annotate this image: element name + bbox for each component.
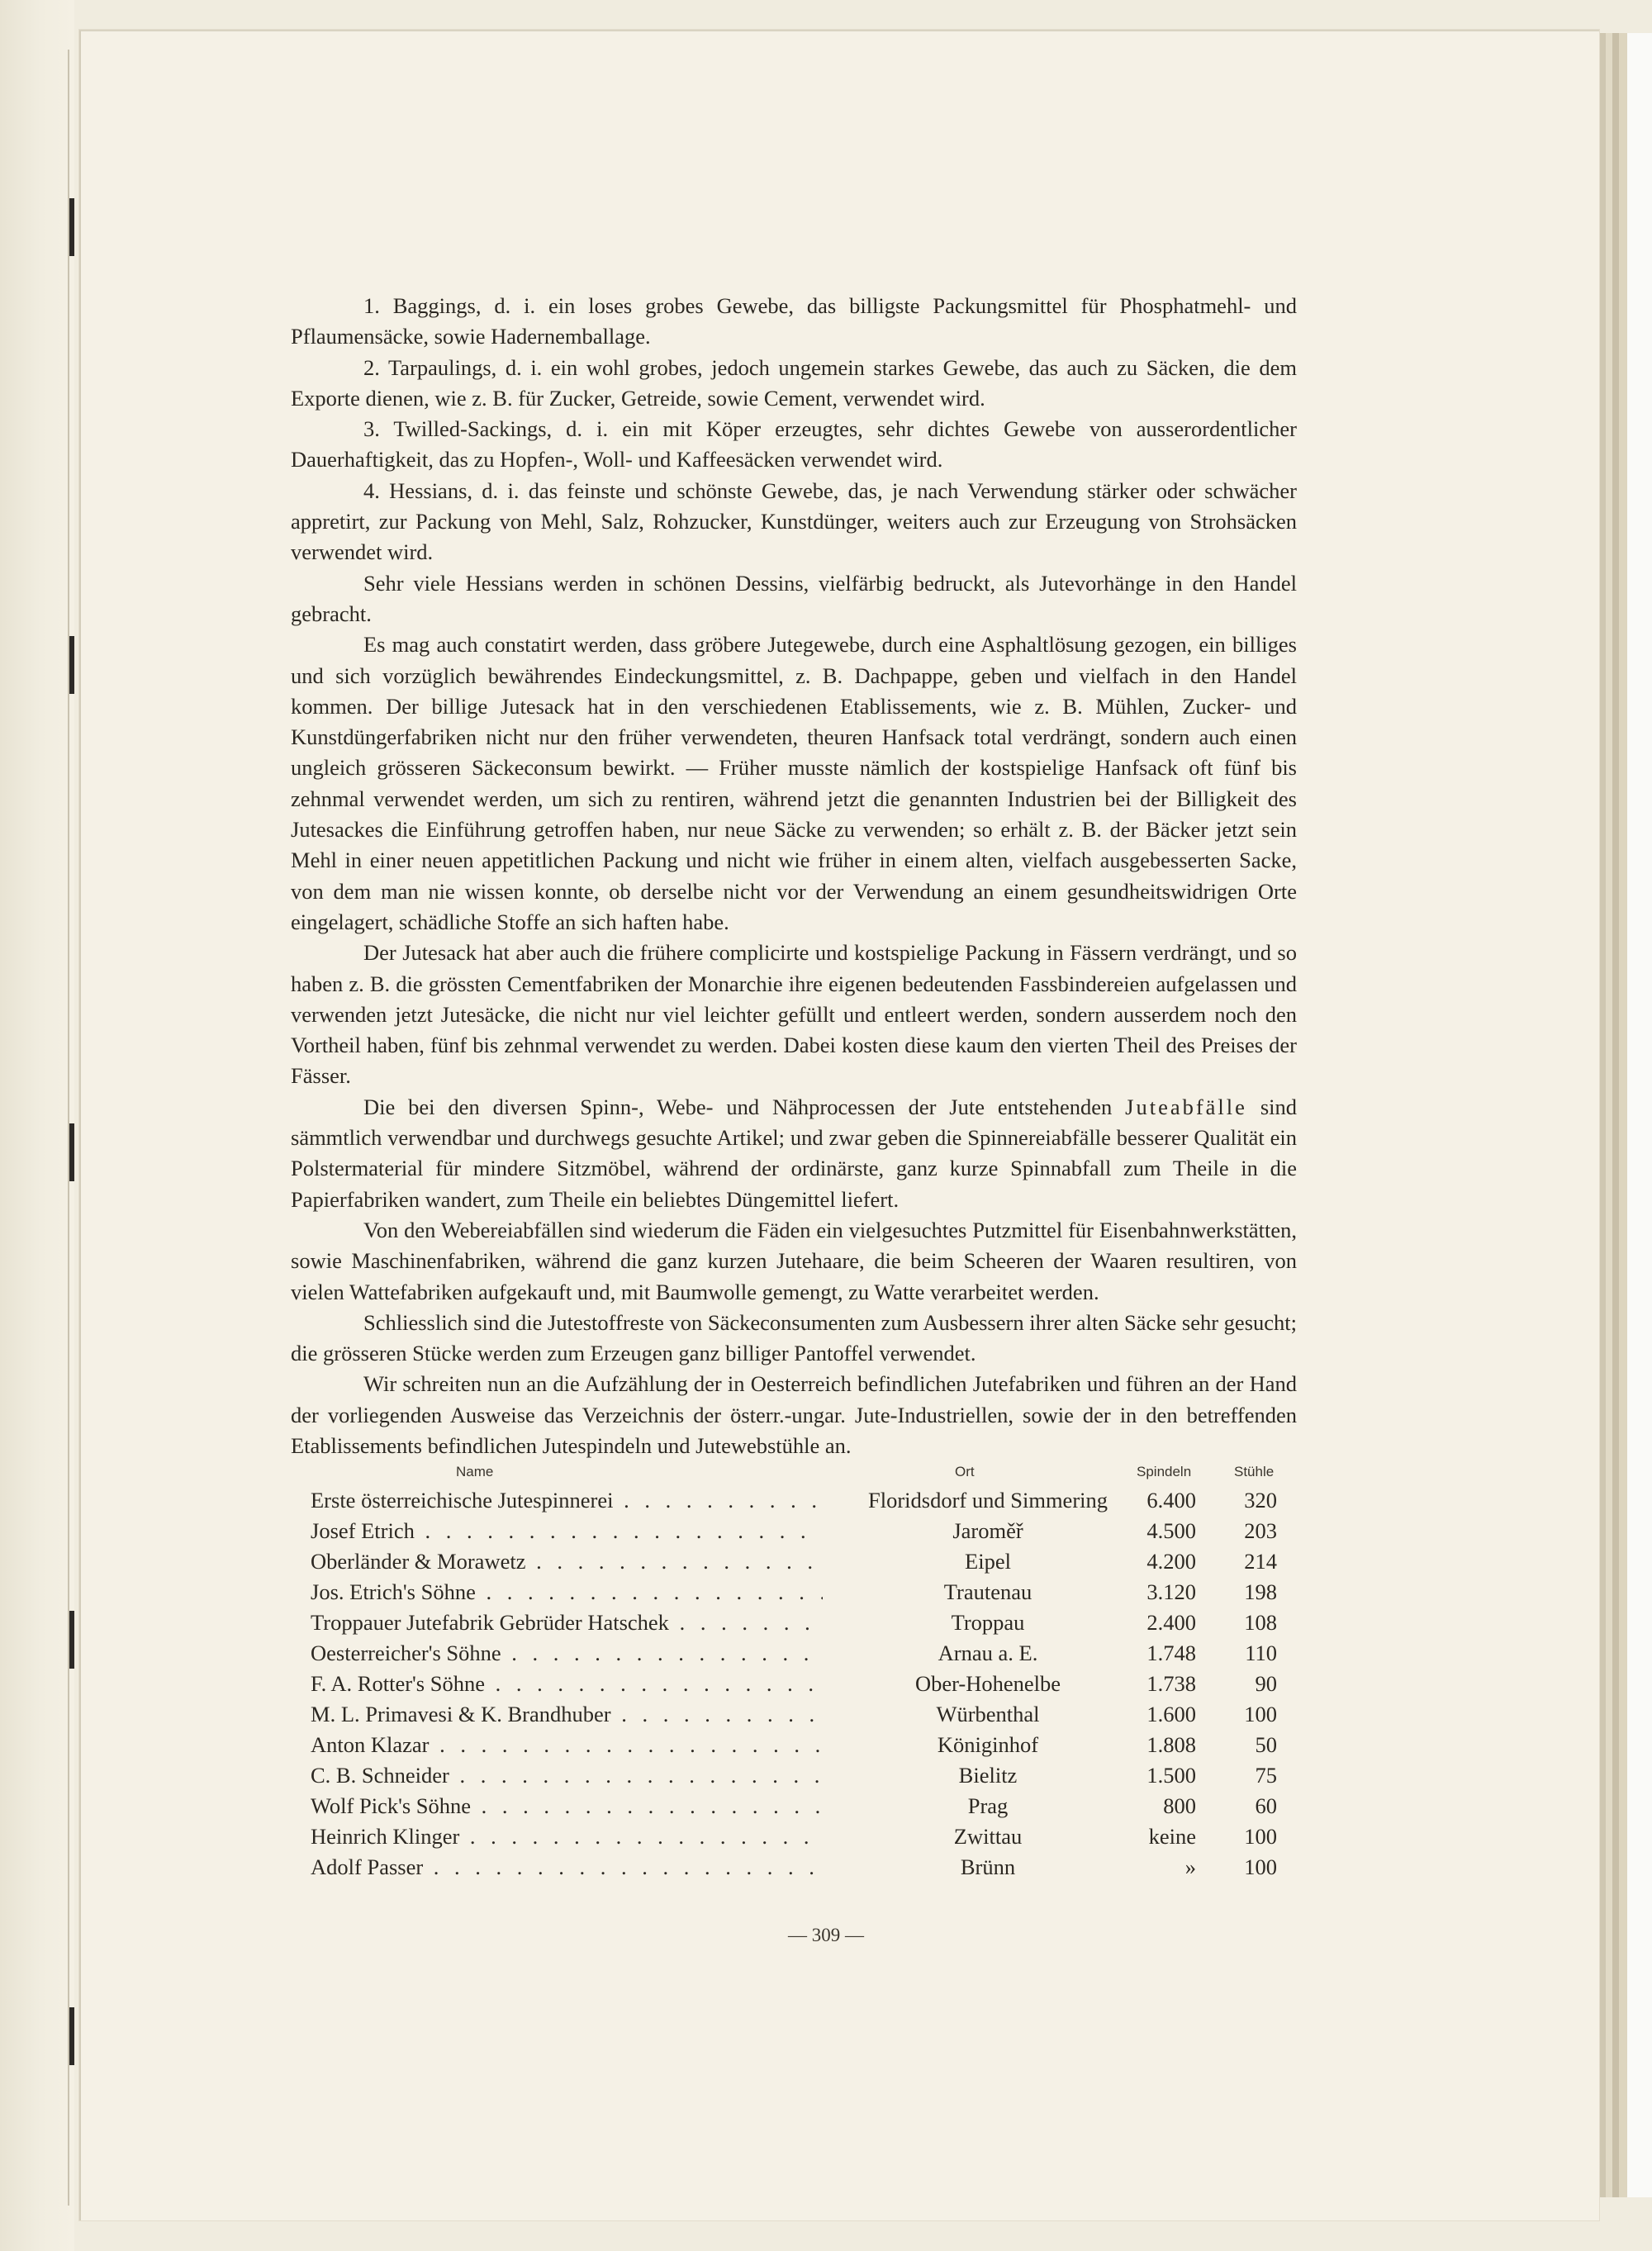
table-row <box>311 1669 1277 1699</box>
cell-name: Oberländer & Morawetz . . . <box>311 1546 847 1577</box>
cell-spindeln: 6.400 <box>1146 1488 1196 1513</box>
table-row <box>311 1638 1277 1669</box>
cell-ort: Zwittau <box>823 1821 1153 1852</box>
table-row <box>311 1791 1277 1821</box>
page-edge <box>1619 33 1627 2197</box>
cell-spindeln: 1.600 <box>1146 1702 1196 1726</box>
cell-spindeln: 1.738 <box>1146 1671 1196 1696</box>
cell-ort: Trautenau <box>823 1577 1153 1608</box>
cell-name: Troppauer Jutefabrik Gebrüder Hatschek . . . <box>311 1608 847 1638</box>
column-header-ort: Ort <box>955 1464 975 1479</box>
cell-spindeln: 800 <box>1163 1793 1196 1818</box>
paragraph-verzeichnis: Wir schreiten nun an die Aufzählung der in Oesterreich befindlichen Jutefabriken und führen an der Hand der vorliegenden Ausweise das Verzeichnis der österr.-ungar. Jute-Industriellen, sowie der in den betreffenden Etablissements befindlichen Jutespindeln und Jutewebstühle an. <box>291 1371 1297 1458</box>
cell-stuehle: 320 <box>1244 1488 1277 1513</box>
cell-stuehle: 108 <box>1244 1610 1277 1635</box>
cell-spindeln: keine <box>1148 1824 1196 1849</box>
cell-name: Jos. Etrich's Söhne . . . <box>311 1577 847 1608</box>
cell-spindeln: 4.500 <box>1146 1518 1196 1543</box>
page-edge <box>1627 33 1652 2197</box>
cell-name: Wolf Pick's Söhne . . . <box>311 1791 847 1821</box>
cell-name: M. L. Primavesi & K. Brandhuber . . . <box>311 1699 847 1730</box>
cell-stuehle: 198 <box>1244 1579 1277 1604</box>
cell-name: Heinrich Klinger . . . <box>311 1821 847 1852</box>
emphasis-term: Juteabfälle <box>1125 1094 1247 1119</box>
cell-ort: Eipel <box>823 1546 1153 1577</box>
cell-ort: Brünn <box>823 1852 1153 1883</box>
column-header-name: Name <box>456 1464 494 1479</box>
table-body <box>311 1485 1277 1883</box>
jute-industry-table <box>311 1460 1277 1883</box>
paragraph-juteabfaelle <box>291 1092 1297 1215</box>
cell-ort: Königinhof <box>823 1730 1153 1760</box>
paragraph-twilled-sackings: 3. Twilled-Sackings, d. i. ein mit Köper erzeugtes, sehr dichtes Gewebe von ausserordentlicher Dauerhaftigkeit, das zu Hopfen-, Woll- und Kaffeesäcken verwendet wird. <box>291 416 1297 473</box>
cell-stuehle: 100 <box>1244 1702 1277 1726</box>
table-row <box>311 1546 1277 1577</box>
cell-ort: Floridsdorf und Simmering <box>823 1485 1153 1516</box>
paragraph-tarpaulings: 2. Tarpaulings, d. i. ein wohl grobes, jedoch ungemein starkes Gewebe, das auch zu Säcken, die dem Exporte dienen, wie z. B. für Zucker, Getreide, sowie Cement, verwendet wird. <box>291 354 1297 411</box>
table-row <box>311 1485 1277 1516</box>
table-row <box>311 1608 1277 1638</box>
table-row <box>311 1760 1277 1791</box>
cell-spindeln: » <box>1184 1854 1196 1879</box>
paragraph-cement: Der Jutesack hat aber auch die frühere complicirte und kostspielige Packung in Fässern verdrängt, und so haben z. B. die grössten Cementfabriken der Monarchie ihre eigenen bedeutenden Fassbindereien aufgelassen und verwenden jetzt Jutesäcke, die nicht nur viel leichter gefüllt und entleert werden, sondern ausserdem noch den Vortheil haben, fünf bis zehnmal verwendet zu werden. Dabei kosten diese kaum den vierten Theil des Preises der Fässer. <box>291 940 1297 1089</box>
table-row <box>311 1699 1277 1730</box>
cell-stuehle: 60 <box>1255 1793 1277 1818</box>
paragraph-baggings: 1. Baggings, d. i. ein loses grobes Gewebe, das billigste Packungsmittel für Phosphatmehl- und Pflaumensäcke, sowie Hadernemballage. <box>291 293 1297 349</box>
paragraph-hessians: 4. Hessians, d. i. das feinste und schönste Gewebe, das, je nach Verwendung stärker oder schwächer appretirt, zur Packung von Mehl, Salz, Rohzucker, Kunstdünger, weiters auch zur Erzeugung von Strohsäcken verwendet wird. <box>291 477 1297 565</box>
cell-name: Adolf Passer . . . <box>311 1852 847 1883</box>
cell-name: Anton Klazar . . . <box>311 1730 847 1760</box>
cell-spindeln: 3.120 <box>1146 1579 1196 1604</box>
cell-ort: Prag <box>823 1791 1153 1821</box>
cell-ort: Ober-Hohenelbe <box>823 1669 1153 1699</box>
paragraph-webereiabfaelle: Von den Webereiabfällen sind wiederum die Fäden ein vielgesuchtes Putzmittel für Eisenbahnwerkstätten, sowie Maschinenfabriken, während die ganz kurzen Jutehaare, die beim Scheeren der Waaren resultiren, von vielen Wattefabriken aufgekauft und, mit Baumwolle gemengt, zu Watte verarbeitet werden. <box>291 1217 1297 1304</box>
cell-stuehle: 100 <box>1244 1824 1277 1849</box>
page-edge <box>1606 33 1612 2197</box>
cell-ort: Jaroměř <box>823 1516 1153 1546</box>
table-row <box>311 1516 1277 1546</box>
cell-stuehle: 214 <box>1244 1549 1277 1574</box>
page-number: — 309 — <box>788 1925 864 1945</box>
cell-ort: Troppau <box>823 1608 1153 1638</box>
cell-spindeln: 4.200 <box>1146 1549 1196 1574</box>
paragraph-text: sind sämmtlich verwendbar und durchwegs gesuchte Artikel; und zwar geben die Spinnereiabfälle besserer Qualität ein Polstermaterial für mindere Sitzmöbel, während der ordinärste, ganz kurze Spinnabfall zum Theile in die Papierfabriken wandert, zum Theile ein beliebtes Düngemittel liefert. <box>291 1094 1298 1212</box>
cell-name: Oesterreicher's Söhne . . . <box>311 1638 847 1669</box>
cell-spindeln: 1.808 <box>1146 1732 1196 1757</box>
cell-ort: Bielitz <box>823 1760 1153 1791</box>
cell-name: C. B. Schneider . . . <box>311 1760 847 1791</box>
table-row <box>311 1577 1277 1608</box>
column-header-stuehle: Stühle <box>1234 1464 1275 1479</box>
binding-mark <box>69 1123 74 1181</box>
cell-stuehle: 203 <box>1244 1518 1277 1543</box>
cell-stuehle: 75 <box>1255 1763 1277 1788</box>
cell-name: F. A. Rotter's Söhne . . . <box>311 1669 847 1699</box>
cell-spindeln: 2.400 <box>1146 1610 1196 1635</box>
binding-mark <box>69 1611 74 1669</box>
cell-stuehle: 100 <box>1244 1854 1277 1879</box>
binding-mark <box>69 198 74 256</box>
binding-mark <box>69 2007 74 2065</box>
table-row <box>311 1730 1277 1760</box>
column-header-spindeln: Spindeln <box>1137 1464 1192 1479</box>
cell-name: Josef Etrich . . . <box>311 1516 847 1546</box>
paragraph-jutestoffreste: Schliesslich sind die Jutestoffreste von Säckeconsumenten zum Ausbessern ihrer alten Säcke sehr gesucht; die grösseren Stücke werden zum Erzeugen ganz billiger Pantoffel verwendet. <box>291 1309 1297 1366</box>
cell-stuehle: 50 <box>1255 1732 1277 1757</box>
paragraph-hessians-dessins: Sehr viele Hessians werden in schönen Dessins, vielfärbig bedruckt, als Jutevorhänge in den Handel gebracht. <box>291 570 1297 626</box>
cell-name: Erste österreichische Jutespinnerei . . . <box>311 1485 847 1516</box>
body-text <box>291 291 1297 1461</box>
cell-ort: Arnau a. E. <box>823 1638 1153 1669</box>
table-row <box>311 1821 1277 1852</box>
paragraph-asphalt: Es mag auch constatirt werden, dass gröbere Jutegewebe, durch eine Asphaltlösung gezogen, ein billiges und sich vorzüglich bewährendes Eindeckungsmittel, z. B. Dachpappe, geben und vielfach in den Handel kommen. Der billige Jutesack hat in den verschiedenen Etablissements, wie z. B. Mühlen, Zucker- und Kunstdüngerfabriken nicht nur den früher verwendeten, theuren Hanfsack total verdrängt, sondern auch einen ungleich grösseren Säckeconsum bewirkt. — Früher musste nämlich der kostspielige Hanfsack oft fünf bis zehnmal verwendet werden, um sich zu rentiren, während jetzt die genannten Industrien bei der Billigkeit des Jutesackes die Einführung getroffen haben, nur neue Säcke zu verwenden; so erhält z. B. der Bäcker jetzt sein Mehl in einer neuen appetitlichen Packung und nicht wie früher in einem alten, vielfach ausgebesserten Sacke, von dem man nie wissen konnte, ob derselbe nicht vor der Verwendung an einem gesundheitswidrigen Orte eingelagert, schädliche Stoffe an sich haften habe. <box>291 632 1297 934</box>
table-row <box>311 1852 1277 1883</box>
paragraph-text: Die bei den diversen Spinn-, Webe- und Nähprocessen der Jute entstehenden <box>363 1094 1113 1119</box>
cell-spindeln: 1.748 <box>1146 1641 1196 1665</box>
cell-ort: Würbenthal <box>823 1699 1153 1730</box>
cell-stuehle: 90 <box>1255 1671 1277 1696</box>
book-gutter <box>0 0 74 2251</box>
page-edge <box>1612 33 1619 2197</box>
cell-spindeln: 1.500 <box>1146 1763 1196 1788</box>
binding-mark <box>69 636 74 694</box>
table-header <box>311 1460 1277 1485</box>
cell-stuehle: 110 <box>1245 1641 1277 1665</box>
